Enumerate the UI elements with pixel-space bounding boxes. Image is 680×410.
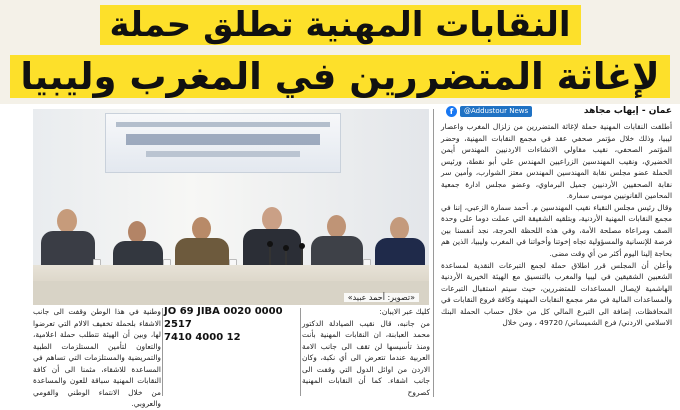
facebook-icon: f	[446, 106, 457, 117]
headline-line-1: النقابات المهنية تطلق حملة	[0, 2, 680, 48]
paragraph: من جانبه، قال نقيب الصيادلة الدكتور محمد العبابنة، ان النقابات المهنية بأنت ومنذ تأسيسها لن تقف الى جانب الامة العربية عندما تتعرض الى أي نكبة، وكان الاردن من اوائل الدول التي وقفت الى جانب اشقاء. كما أن النقابات المهنية كصروح	[302, 318, 430, 397]
social-handle-label: @Addustour News	[460, 106, 532, 117]
person-3	[173, 217, 231, 269]
person-4	[241, 207, 303, 269]
paragraph: وطنية في هذا الوطن وقفت الى جانب الاشقاء بلحملة تخفيف الالام التي تعرضوا لها، وبين أن الهيئة تتطلب حملة اعلامية، والتعاون لتأمين المستلزمات الطبية والتمريضية والمستلزمات التي تساهم في المساعدة للاشقاء، مثمنا الى أن كافة النقابات المهنية سباقة للعون والمساعدة من خلال الانتماء الوطني والقومي والعروبي.	[33, 307, 161, 409]
person-5	[309, 215, 365, 269]
photo-caption: «تصوير: أحمد عبيد»	[344, 293, 419, 302]
byline: عمان - إيهاب مجاهد	[583, 106, 672, 116]
article-left-column	[33, 306, 161, 409]
paragraph: كليك عبر الايبان:	[379, 307, 430, 316]
paragraph: وقال رئيس مجلس النقباء نقيب المهندسين م. أحمد سمارة الزعبي، إننا في مجمع النقابات المهنية الأردنية، وبتلقيه الشقيقة التي عملت دوما على وحدة الصف ومراعاة مصلحة الأمة، وفي هذه اللحظة الحرجة، نجد أنفسنا بين فرصة للإنسانية والمسؤولية تجاه إخوتنا وأخواتنا في المغرب وليبيا، الذين هم بحاجة إلينا اليوم أكثر من أي وقت مضى.	[441, 202, 672, 259]
person-2	[111, 221, 165, 269]
iban-number	[164, 305, 299, 344]
conference-banner	[105, 113, 341, 173]
article-right-column	[441, 121, 672, 397]
iban-line-2: 7410 4000 12	[164, 332, 241, 343]
social-handle[interactable]	[446, 105, 532, 118]
person-6	[373, 217, 427, 269]
person-1	[39, 209, 97, 269]
headline-block	[0, 0, 680, 104]
press-conference-photo	[33, 109, 429, 305]
headline-line-2: لإغاثة المتضررين في المغرب وليبيا	[0, 52, 680, 102]
article-middle-column	[302, 306, 430, 398]
iban-line-1: JO 69 JIBA 0020 0000 2517	[164, 306, 283, 330]
paragraph: أطلقت النقابات المهنية حملة لإغاثة المتضررين من زلزال المغرب واعصار ليبيا، وذلك خلال مؤتمر صحفي عقد في مجمع النقابات المهنية، وحضر المؤتمر الصحفي، نقيب مقاولي الانشاءات الاردنيين المهندس أيمن الخضيري، ونقيب المهندسين الزراعيين المهندس علي أبو نقطة، ورئيس الحملة عضو مجلس نقابة المهندسين المهندس معتز الشوارب، وأمين سر نقابة الصحفيين الأردنيين جميل البرماوي، وعضو مجلس ادارة جمعية المحامين القانونيين موسى سمارة.	[441, 122, 672, 201]
paragraph: وأعلن أن المجلس قرر اطلاق حملة لجمع التبرعات النقدية لمساعدة الشعبين الشقيقين في ليبيا والمغرب بالتنسيق مع الهيئة الخيرية الأردنية الهاشمية لإيصال المساعدات للمتضررين، حيث سيتم استقبال التبرعات والمساعدات المالية في مقر مجمع النقابات المهنية وكافة فروع النقابات في المحافظات، إضافة الى التبرع المالي كل من خلال حساب الحملة البنك الاسلامي الاردني/ فرع الشميساني/ 49720 ، ومن خلال	[441, 260, 672, 328]
